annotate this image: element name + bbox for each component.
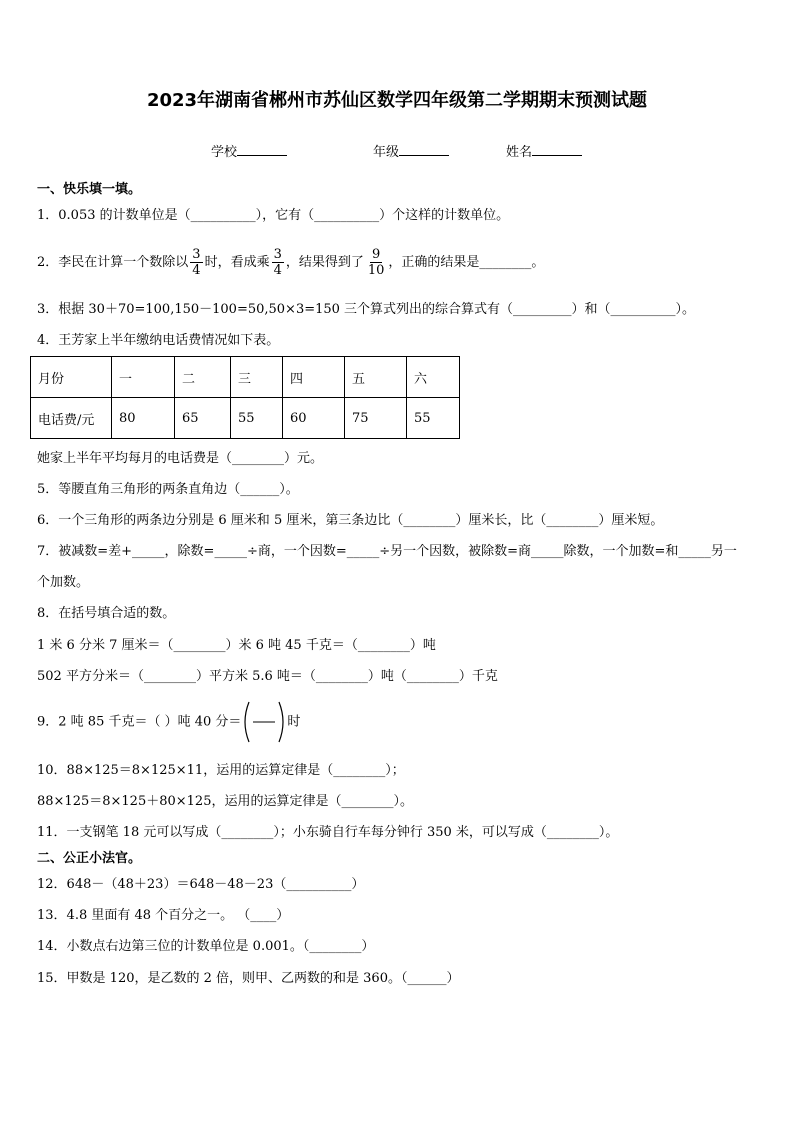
phone-bill-table xyxy=(30,356,460,439)
name-field xyxy=(506,141,582,160)
fraction-numerator: 3 xyxy=(273,247,282,262)
question-14: 14．小数点右边第三位的计数单位是 0.001。（________） xyxy=(37,939,375,954)
question-2-text-d: ，正确的结果是________。 xyxy=(388,255,545,270)
table-cell: 65 xyxy=(175,398,231,439)
grade-blank xyxy=(399,143,449,156)
question-2 xyxy=(37,243,544,283)
question-8: 8．在括号填合适的数。 xyxy=(37,606,176,621)
table-cell: 六 xyxy=(407,357,460,398)
table-cell: 55 xyxy=(231,398,283,439)
question-1: 1．0.053 的计数单位是（__________），它有（__________）个这样的计数单位。 xyxy=(37,208,510,223)
school-label: 学校 xyxy=(211,145,238,160)
table-cell: 一 xyxy=(112,357,175,398)
page-title: 2023年湖南省郴州市苏仙区数学四年级第二学期期末预测试题 xyxy=(146,90,648,111)
question-3: 3．根据 30＋70=100,150－100=50,50×3=150 三个算式列出的综合算式有（_________）和（__________）。 xyxy=(37,302,696,317)
question-8-part-a: 1 米 6 分米 7 厘米＝（________）米 6 吨 45 千克＝（________）吨 xyxy=(37,638,436,653)
question-11: 11．一支钢笔 18 元可以写成（________）；小东骑自行车每分钟行 350 米，可以写成（________）。 xyxy=(37,825,619,840)
question-8-part-b: 502 平方分米＝（________）平方米 5.6 吨＝（________）吨（________）千克 xyxy=(37,669,498,684)
fraction-denominator: 4 xyxy=(192,263,201,278)
table-cell: 电话费/元 xyxy=(31,398,112,439)
table-cell: 55 xyxy=(407,398,460,439)
fraction-denominator: 10 xyxy=(367,263,385,278)
question-6: 6．一个三角形的两条边分别是 6 厘米和 5 厘米，第三条边比（________）厘米长，比（________）厘米短。 xyxy=(37,513,664,528)
fraction-blank xyxy=(241,700,287,744)
fraction-3-4 xyxy=(190,247,202,278)
school-field xyxy=(211,141,287,160)
question-2-text-c: ，结果得到了 xyxy=(285,255,364,270)
question-9 xyxy=(37,700,300,745)
fraction-9-10 xyxy=(366,247,387,278)
section-2-heading: 二、公正小法官。 xyxy=(37,851,142,866)
question-5: 5．等腰直角三角形的两条直角边（______）。 xyxy=(37,482,299,497)
table-row xyxy=(31,398,460,439)
grade-label: 年级 xyxy=(373,145,400,160)
question-12: 12．648－（48＋23）＝648－48－23（__________） xyxy=(37,877,365,892)
question-4-followup: 她家上半年平均每月的电话费是（________）元。 xyxy=(37,451,324,466)
table-cell: 60 xyxy=(283,398,345,439)
name-blank xyxy=(532,143,582,156)
fraction-denominator: 4 xyxy=(273,263,282,278)
question-7-line-1: 7．被减数=差+_____，除数=_____÷商，一个因数=_____÷另一个因数，被除数=商_____除数，一个加数=和_____另一 xyxy=(37,544,737,559)
table-cell: 三 xyxy=(231,357,283,398)
question-2-text-a: 2．李民在计算一个数除以 xyxy=(37,255,189,270)
question-10-part-a: 10．88×125＝8×125×11，运用的运算定律是（________）； xyxy=(37,763,405,778)
table-cell: 二 xyxy=(175,357,231,398)
question-4: 4．王芳家上半年缴纳电话费情况如下表。 xyxy=(37,333,280,348)
table-row xyxy=(31,357,460,398)
name-label: 姓名 xyxy=(506,145,533,160)
question-15: 15．甲数是 120，是乙数的 2 倍，则甲、乙两数的和是 360。（______） xyxy=(37,971,460,986)
grade-field xyxy=(373,141,449,160)
section-1-heading: 一、快乐填一填。 xyxy=(37,182,142,197)
question-7-line-2: 个加数。 xyxy=(37,575,90,590)
table-cell: 五 xyxy=(345,357,407,398)
fraction-numerator: 9 xyxy=(372,247,381,262)
table-cell: 75 xyxy=(345,398,407,439)
table-cell: 四 xyxy=(283,357,345,398)
school-blank xyxy=(237,143,287,156)
fraction-3-4-b xyxy=(272,247,284,278)
question-13: 13．4.8 里面有 48 个百分之一。 （____） xyxy=(37,908,290,923)
table-cell: 月份 xyxy=(31,357,112,398)
question-9-text: 9．2 吨 85 千克＝（ ）吨 40 分＝ xyxy=(37,714,242,730)
question-10-part-b: 88×125＝8×125＋80×125，运用的运算定律是（________）。 xyxy=(37,794,413,809)
question-2-text-b: 时，看成乘 xyxy=(204,255,270,270)
fraction-numerator: 3 xyxy=(192,247,201,262)
table-cell: 80 xyxy=(112,398,175,439)
question-9-unit: 时 xyxy=(287,714,301,730)
